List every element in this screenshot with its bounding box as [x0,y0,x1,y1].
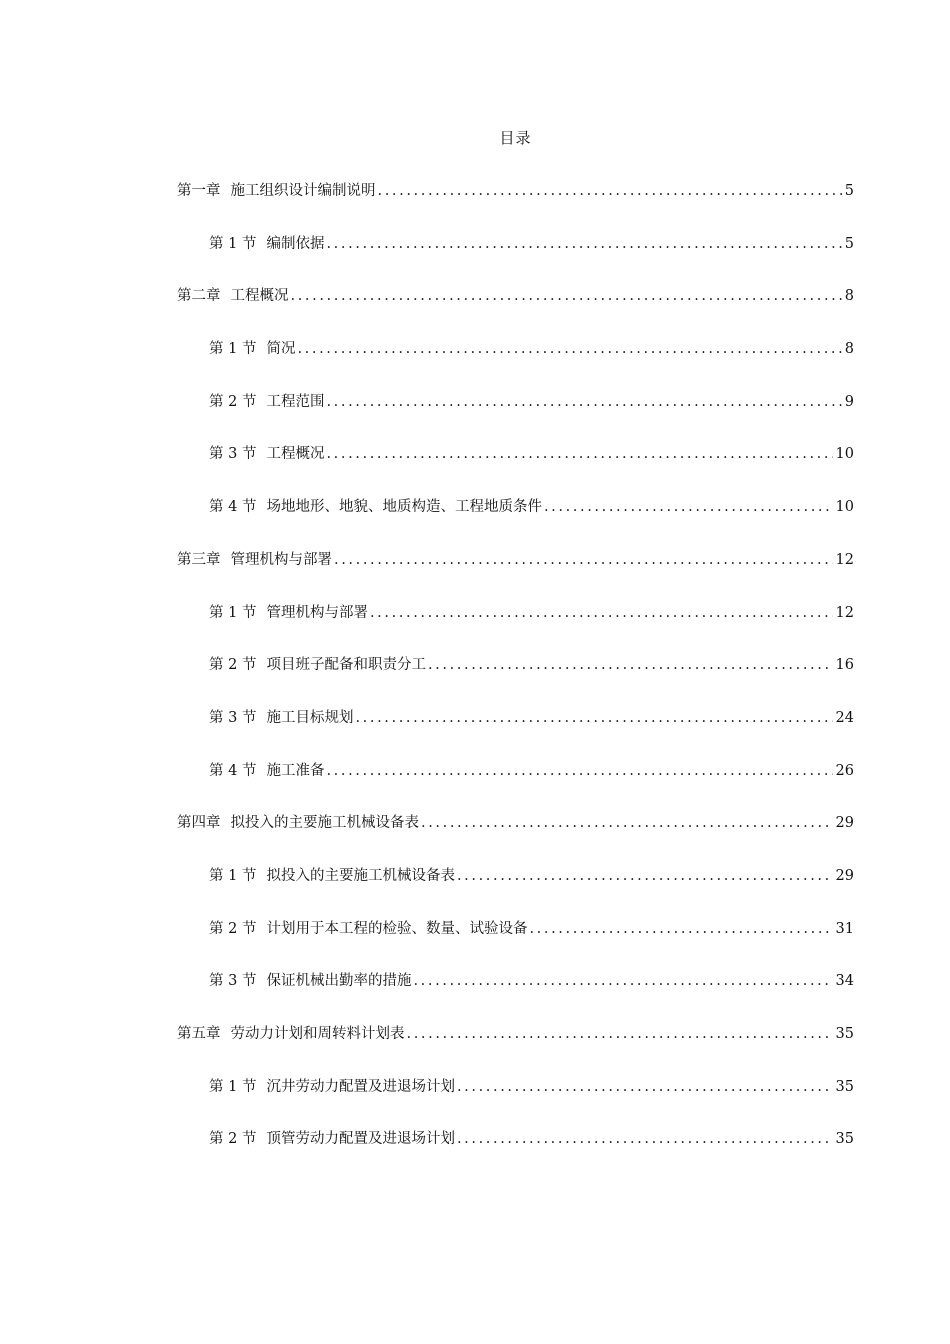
toc-dot-leader [326,231,841,257]
toc-entry[interactable] [177,1074,854,1127]
toc-entry-number: 第 2 节 [209,393,257,410]
toc-dot-leader [326,758,832,784]
toc-entry[interactable] [177,758,854,811]
toc-dot-leader [326,389,841,415]
toc-entry[interactable] [177,231,854,284]
toc-entry-page: 8 [844,288,854,305]
toc-entry-page: 29 [835,867,854,884]
toc-entry[interactable] [177,863,854,916]
toc-dot-leader [407,1021,833,1047]
toc-entry-title: 管理机构与部署 [266,604,368,621]
toc-entry[interactable] [177,336,854,389]
toc-entry-number: 第三章 [177,551,221,568]
toc-entry-title: 保证机械出勤率的措施 [266,973,412,990]
toc-entry[interactable] [177,810,854,863]
toc-entry[interactable] [177,652,854,705]
toc-entry-page: 8 [844,341,854,358]
toc-entry[interactable] [177,916,854,969]
toc-entry[interactable] [177,178,854,231]
toc-entry-title: 工程范围 [266,393,325,410]
toc-entry[interactable] [177,1021,854,1074]
toc-entry-title: 沉井劳动力配置及进退场计划 [266,1078,455,1095]
toc-entry-title: 施工准备 [266,762,325,779]
toc-entry-page: 10 [835,446,854,463]
toc-dot-leader [544,494,833,520]
toc-dot-leader [355,705,832,731]
toc-entry-number: 第 1 节 [209,867,257,884]
toc-entry-number: 第 1 节 [209,235,257,252]
toc-entry-number: 第 1 节 [209,1078,257,1095]
toc-entry-number: 第 3 节 [209,973,257,990]
toc-entry-page: 10 [835,499,854,516]
toc-entry-number: 第 2 节 [209,657,257,674]
toc-entry-title: 管理机构与部署 [230,551,332,568]
toc-entry[interactable] [177,1126,854,1179]
toc-entry-number: 第 2 节 [209,1131,257,1148]
toc-entry-title: 施工组织设计编制说明 [230,183,376,199]
toc-entry-title: 项目班子配备和职责分工 [266,657,426,674]
toc-entry[interactable] [177,968,854,1021]
toc-entry-number: 第二章 [177,288,221,305]
toc-entry-number: 第 3 节 [209,709,257,726]
toc-entry-page: 12 [835,604,854,621]
toc-entry[interactable] [177,705,854,758]
toc-entry-title: 拟投入的主要施工机械设备表 [230,815,419,832]
toc-dot-leader [457,863,833,889]
toc-entry-page: 16 [835,657,854,674]
toc-entry-number: 第 4 节 [209,499,257,516]
toc-entry-number: 第 1 节 [209,341,257,358]
toc-entry-number: 第五章 [177,1026,221,1042]
toc-entry-number: 第 1 节 [209,604,257,621]
toc-entry-number: 第 4 节 [209,762,257,779]
toc-entry-page: 26 [835,762,854,779]
toc-entry[interactable] [177,600,854,653]
toc-entry-page: 5 [844,235,854,252]
toc-entry-title: 场地地形、地貌、地质构造、工程地质条件 [266,499,542,516]
toc-entry-page: 35 [835,1026,854,1042]
toc-entry[interactable] [177,389,854,442]
toc-entry[interactable] [177,283,854,336]
toc-entry[interactable] [177,547,854,600]
toc-entry-page: 34 [835,973,854,990]
toc-list [177,178,854,1179]
toc-entry-title: 拟投入的主要施工机械设备表 [266,867,455,884]
toc-entry-page: 29 [835,815,854,832]
toc-dot-leader [413,968,832,994]
toc-entry-title: 编制依据 [266,235,325,252]
toc-entry-page: 31 [835,920,854,937]
toc-dot-leader [370,600,833,626]
toc-entry-title: 工程概况 [266,446,325,463]
toc-entry-number: 第 2 节 [209,920,257,937]
toc-entry-title: 计划用于本工程的检验、数量、试验设备 [266,920,528,937]
toc-entry-number: 第一章 [177,183,221,199]
toc-dot-leader [428,652,833,678]
toc-entry-page: 35 [835,1078,854,1095]
toc-entry-title: 简况 [266,341,296,358]
toc-dot-leader [378,178,842,204]
toc-entry-number: 第四章 [177,815,221,832]
toc-entry[interactable] [177,494,854,547]
toc-entry-page: 35 [835,1131,854,1148]
toc-dot-leader [326,441,832,467]
toc-entry-title: 劳动力计划和周转料计划表 [230,1026,405,1042]
toc-entry-page: 12 [835,551,854,568]
toc-entry[interactable] [177,441,854,494]
toc-entry-number: 第 3 节 [209,446,257,463]
toc-entry-title: 顶管劳动力配置及进退场计划 [266,1131,455,1148]
toc-dot-leader [291,283,842,309]
toc-entry-page: 5 [844,183,854,199]
toc-entry-page: 9 [844,393,854,410]
toc-entry-page: 24 [835,709,854,726]
toc-dot-leader [457,1074,833,1100]
toc-title: 目录 [499,129,532,147]
toc-entry-title: 施工目标规划 [266,709,354,726]
toc-dot-leader [297,336,841,362]
toc-dot-leader [421,810,833,836]
toc-dot-leader [457,1126,833,1152]
toc-dot-leader [334,547,833,573]
toc-entry-title: 工程概况 [230,288,289,305]
toc-dot-leader [529,916,832,942]
